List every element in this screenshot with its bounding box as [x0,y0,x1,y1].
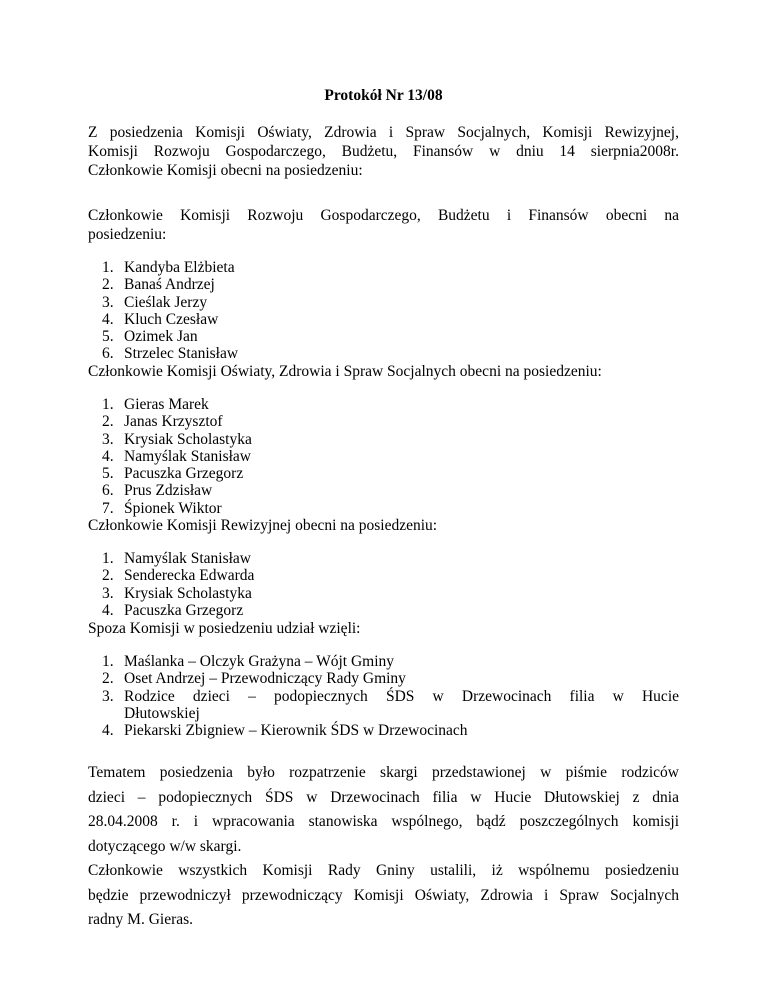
list-item: 6. Strzelec Stanisław [102,345,239,363]
list-item: 3. Rodzice dzieci – podopiecznych ŚDS w Drzewocinach filia w Hucie Dłutowskiej [102,687,679,722]
closing-line: dzieci – podopiecznych ŚDS w Drzewocinach filia w Hucie Dłutowskiej z dnia [88,788,679,806]
budget-committee-heading [88,206,679,244]
intro-line: Członkowie Komisji obecni na posiedzeniu: [88,162,363,179]
list-item: 4. Namyślak Stanisław [102,447,251,465]
document-title: Protokół Nr 13/08 [324,87,443,104]
closing-line: 28.04.2008 r. i wpracowania stanowiska wspólnego, bądź poszczególnych komisji [88,813,679,830]
budget-committee-members [88,259,679,363]
education-committee-members [88,396,679,517]
heading-line: posiedzeniu: [88,226,167,243]
closing-line: będzie przewodniczył przewodniczący Komisji Oświaty, Zdrowia i Spraw Socjalnych [88,886,679,904]
list-item: 3. Krysiak Scholastyka [102,430,252,448]
audit-committee-members [88,550,679,619]
list-item: 2. Banaś Andrzej [102,276,215,294]
list-item: 1. Maślanka – Olczyk Grażyna – Wójt Gminy [102,653,395,670]
closing-paragraph [88,761,679,933]
guests-heading: Spoza Komisji w posiedzeniu udział wzięli: [88,620,361,637]
list-item: 6. Prus Zdzisław [102,482,213,500]
list-item: 2. Senderecka Edwarda [102,567,255,585]
list-item: 3. Krysiak Scholastyka [102,584,252,602]
closing-line: radny M. Gieras. [88,911,194,928]
audit-committee-heading: Członkowie Komisji Rewizyjnej obecni na posiedzeniu: [88,517,438,534]
list-item: 7. Śpionek Wiktor [102,499,222,517]
heading-line: Członkowie Komisji Rozwoju Gospodarczego, Budżetu i Finansów obecni na [88,207,679,224]
closing-line: Tematem posiedzenia było rozpatrzenie skargi przedstawionej w piśmie rodziców [88,764,679,781]
list-item: 5. Ozimek Jan [102,328,198,346]
guests-list [88,653,679,739]
intro-line: Komisji Rozwoju Gospodarczego, Budżetu, Finansów w dniu 14 sierpnia2008r. [88,143,679,160]
education-committee-heading: Członkowie Komisji Oświaty, Zdrowia i Spraw Socjalnych obecni na posiedzeniu: [88,363,602,380]
list-item: 2. Oset Andrzej – Przewodniczący Rady Gminy [102,670,406,688]
closing-line: Członkowie wszystkich Komisji Rady Gniny ustalili, iż wspólnemu posiedzeniu [88,862,679,879]
list-item: 4. Pacuszka Grzegorz [102,601,244,619]
list-item: 1. Namyślak Stanisław [102,550,251,567]
list-item: 4. Kluch Czesław [102,310,219,328]
intro-line: Z posiedzenia Komisji Oświaty, Zdrowia i Spraw Socjalnych, Komisji Rewizyjnej, [88,124,679,141]
list-item: 5. Pacuszka Grzegorz [102,465,244,483]
list-item: 2. Janas Krzysztof [102,413,223,431]
intro-paragraph [88,123,679,180]
list-item: 1. Gieras Marek [102,396,209,413]
document-page [88,0,679,994]
list-item: 1. Kandyba Elżbieta [102,259,235,276]
list-item: 3. Cieślak Jerzy [102,293,208,311]
list-item: 4. Piekarski Zbigniew – Kierownik ŚDS w Drzewocinach [102,722,468,740]
closing-line: dotyczącego w/w skargi. [88,837,242,855]
